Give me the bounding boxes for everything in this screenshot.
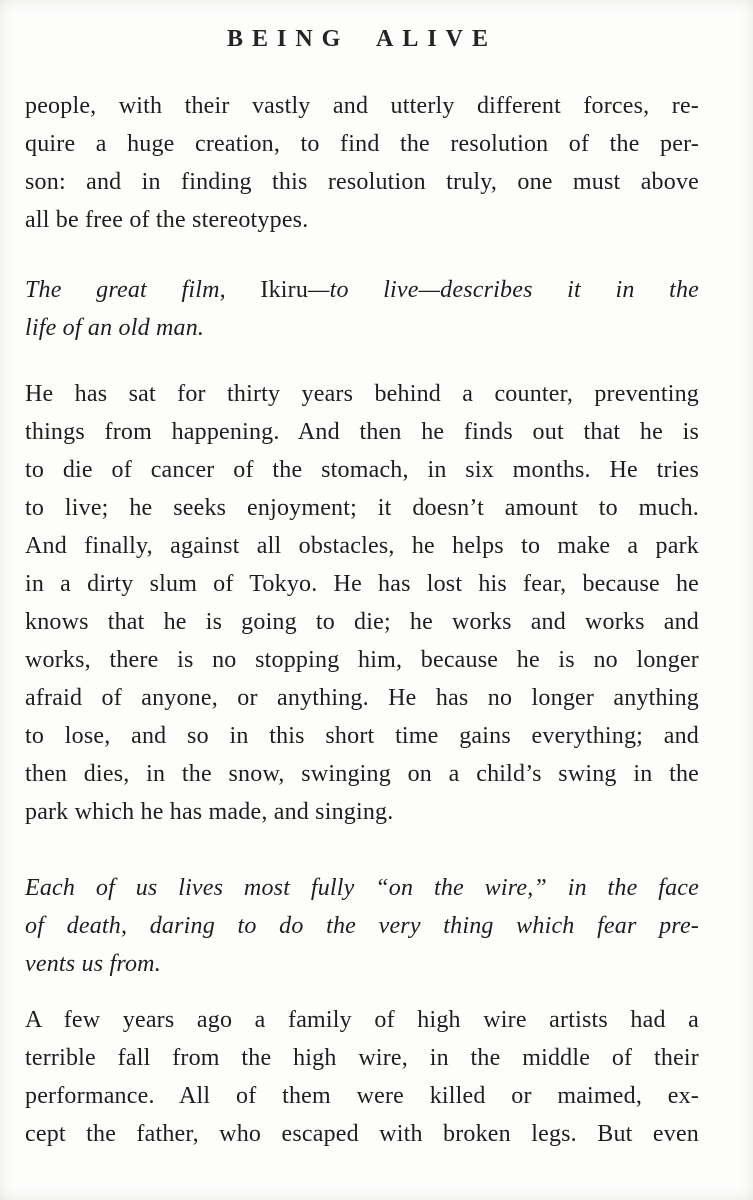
text-line: And finally, against all obstacles, he helps to make a park (25, 533, 699, 559)
italic-text: —to live—describes it in the (308, 277, 699, 303)
text-line: cept the father, who escaped with broken legs. But even (25, 1121, 699, 1147)
italic-text: The great film, (25, 277, 261, 303)
text-line: to lose, and so in this short time gains everything; and (25, 723, 699, 749)
page-title: BEING ALIVE (226, 26, 498, 52)
text-line: performance. All of them were killed or maimed, ex- (25, 1083, 699, 1109)
text-line: to die of cancer of the stomach, in six months. He tries (25, 457, 699, 483)
paragraph-ikiru-story (25, 375, 699, 831)
paragraph-ikiru-intro (25, 271, 699, 347)
paragraph-on-the-wire (25, 869, 699, 983)
text-line: afraid of anyone, or anything. He has no longer anything (25, 685, 699, 711)
text-line: to live; he seeks enjoyment; it doesn’t amount to much. (25, 495, 699, 521)
text-line: of death, daring to do the very thing which fear pre- (25, 913, 699, 939)
film-title: Ikiru (260, 277, 309, 303)
text-line: son: and in finding this resolution truly, one must above (25, 169, 699, 195)
text-line: people, with their vastly and utterly different forces, re- (25, 93, 699, 119)
text-line: works, there is no stopping him, because he is no longer (25, 647, 699, 673)
text-line: terrible fall from the high wire, in the middle of their (25, 1045, 699, 1071)
text-line: knows that he is going to die; he works and works and (25, 609, 699, 635)
text-line: Each of us lives most fully “on the wire,” in the face (25, 875, 699, 901)
text-line: all be free of the stereotypes. (25, 207, 309, 233)
text-line: A few years ago a family of high wire artists had a (25, 1007, 699, 1033)
paragraph-stereotypes (25, 87, 699, 239)
text-line: in a dirty slum of Tokyo. He has lost his fear, because he (25, 571, 699, 597)
text-line: things from happening. And then he finds out that he is (25, 419, 699, 445)
text-line: then dies, in the snow, swinging on a child’s swing in the (25, 761, 699, 787)
text-line: He has sat for thirty years behind a counter, preventing (25, 381, 699, 407)
paragraph-wire-artists (25, 1001, 699, 1153)
text-line: quire a huge creation, to find the resolution of the per- (25, 131, 699, 157)
text-line: vents us from. (25, 951, 161, 977)
text-line: park which he has made, and singing. (25, 799, 394, 825)
text-line (25, 271, 699, 309)
text-line: life of an old man. (25, 315, 205, 341)
